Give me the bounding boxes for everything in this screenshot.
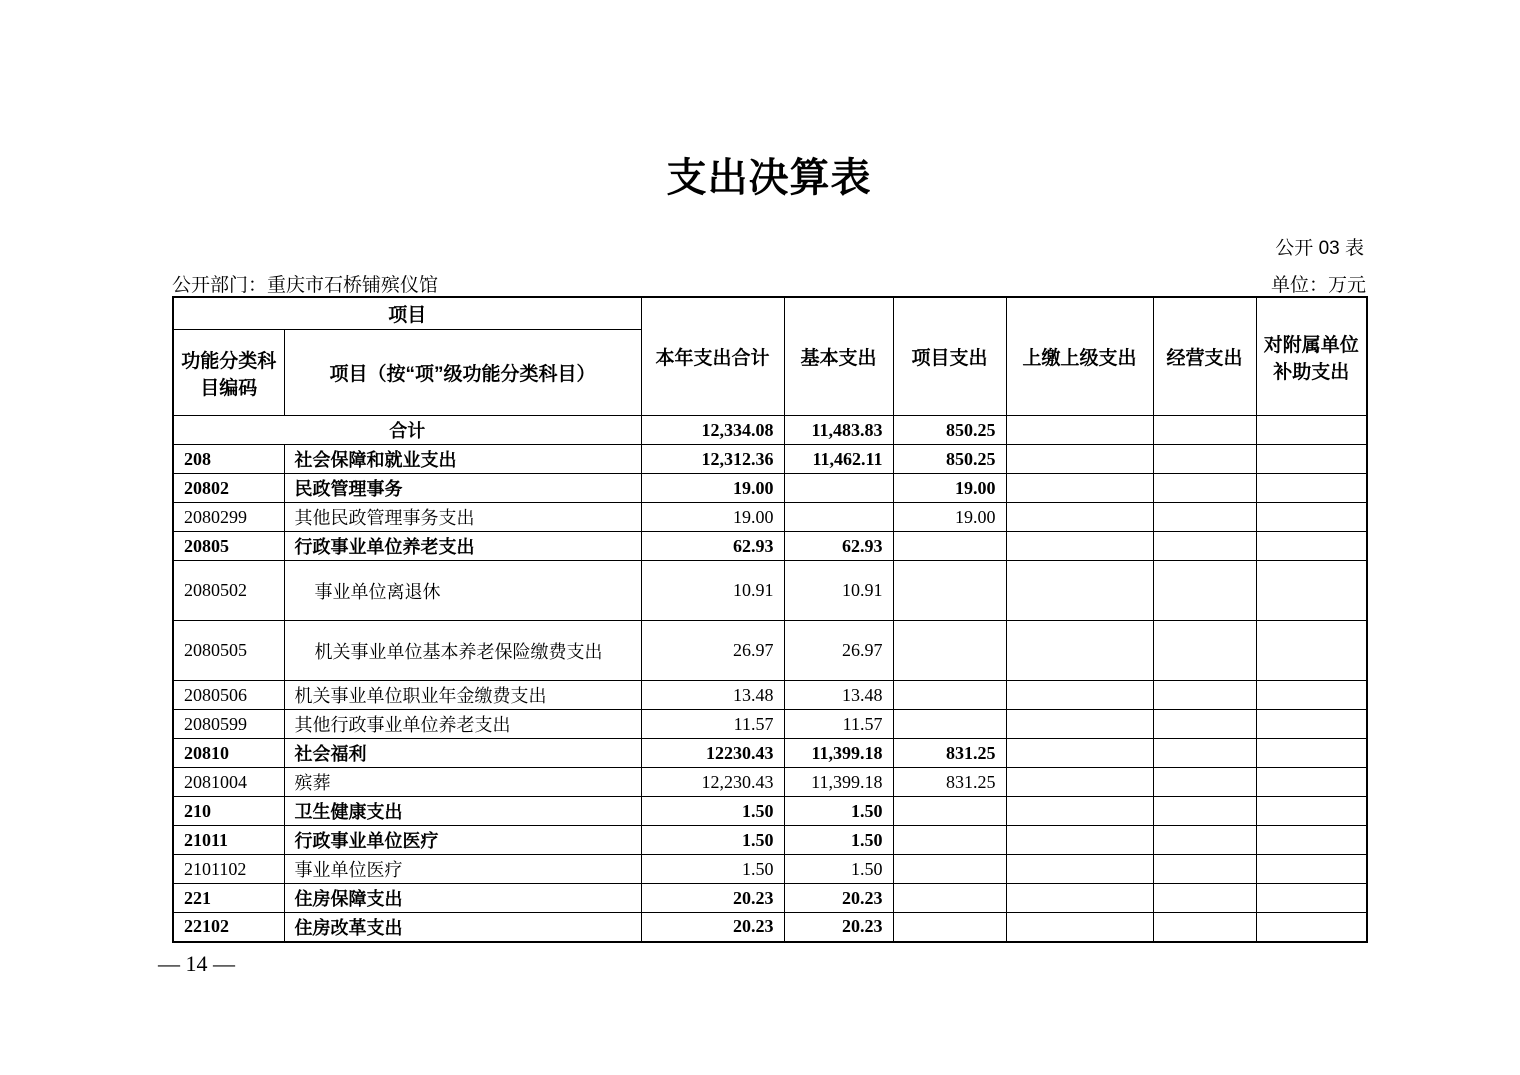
cell-item: 行政事业单位养老支出	[284, 532, 641, 561]
table-row	[173, 416, 1367, 445]
table-row	[173, 561, 1367, 621]
cell-subsidy	[1256, 416, 1367, 445]
cell-upper	[1006, 561, 1153, 621]
table-row	[173, 913, 1367, 942]
cell-upper	[1006, 768, 1153, 797]
cell-code: 20810	[173, 739, 284, 768]
cell-item: 其他民政管理事务支出	[284, 503, 641, 532]
table-row	[173, 797, 1367, 826]
header-operating: 经营支出	[1153, 297, 1256, 416]
cell-upper	[1006, 503, 1153, 532]
table-row	[173, 884, 1367, 913]
cell-total: 1.50	[641, 855, 784, 884]
cell-item: 机关事业单位职业年金缴费支出	[284, 681, 641, 710]
table-row	[173, 826, 1367, 855]
cell-upper	[1006, 884, 1153, 913]
cell-total: 20.23	[641, 884, 784, 913]
cell-code: 210	[173, 797, 284, 826]
cell-basic: 62.93	[784, 532, 893, 561]
cell-basic: 11,483.83	[784, 416, 893, 445]
cell-basic: 11,462.11	[784, 445, 893, 474]
document-content	[172, 0, 1366, 1075]
cell-upper	[1006, 913, 1153, 942]
cell-total: 12,312.36	[641, 445, 784, 474]
meta-row	[172, 270, 1366, 297]
cell-total: 62.93	[641, 532, 784, 561]
header-subsidy: 对附属单位补助支出	[1256, 297, 1367, 416]
cell-project	[893, 913, 1006, 942]
cell-code: 22102	[173, 913, 284, 942]
table-row	[173, 503, 1367, 532]
page-number: — 14 —	[158, 951, 235, 976]
cell-upper	[1006, 532, 1153, 561]
cell-operating	[1153, 681, 1256, 710]
cell-basic	[784, 474, 893, 503]
cell-operating	[1153, 416, 1256, 445]
cell-subsidy	[1256, 503, 1367, 532]
cell-subsidy	[1256, 532, 1367, 561]
cell-upper	[1006, 739, 1153, 768]
cell-project	[893, 532, 1006, 561]
cell-item: 殡葬	[284, 768, 641, 797]
cell-project	[893, 884, 1006, 913]
cell-operating	[1153, 445, 1256, 474]
cell-project	[893, 681, 1006, 710]
cell-basic: 11.57	[784, 710, 893, 739]
cell-code: 221	[173, 884, 284, 913]
cell-basic: 1.50	[784, 826, 893, 855]
cell-upper	[1006, 416, 1153, 445]
cell-upper	[1006, 474, 1153, 503]
cell-basic: 26.97	[784, 621, 893, 681]
cell-operating	[1153, 739, 1256, 768]
cell-subsidy	[1256, 913, 1367, 942]
cell-subsidy	[1256, 445, 1367, 474]
cell-project	[893, 797, 1006, 826]
cell-operating	[1153, 855, 1256, 884]
table-row	[173, 855, 1367, 884]
cell-code: 208	[173, 445, 284, 474]
cell-project	[893, 621, 1006, 681]
cell-total: 19.00	[641, 474, 784, 503]
cell-upper	[1006, 681, 1153, 710]
cell-operating	[1153, 884, 1256, 913]
cell-upper	[1006, 826, 1153, 855]
cell-code: 20805	[173, 532, 284, 561]
cell-project: 19.00	[893, 474, 1006, 503]
cell-total: 13.48	[641, 681, 784, 710]
cell-code: 21011	[173, 826, 284, 855]
page-title: 支出决算表	[666, 156, 872, 200]
header-project: 项目支出	[893, 297, 1006, 416]
cell-code: 2080505	[173, 621, 284, 681]
header-basic: 基本支出	[784, 297, 893, 416]
cell-total: 20.23	[641, 913, 784, 942]
cell-code: 2081004	[173, 768, 284, 797]
cell-code: 2080599	[173, 710, 284, 739]
cell-subsidy	[1256, 855, 1367, 884]
cell-basic: 1.50	[784, 855, 893, 884]
cell-code: 2080502	[173, 561, 284, 621]
table-number-note: 公开 03 表	[1275, 238, 1364, 259]
cell-basic	[784, 503, 893, 532]
cell-item: 机关事业单位基本养老保险缴费支出	[284, 621, 641, 681]
header-item: 项目（按“项”级功能分类科目）	[284, 330, 641, 416]
cell-total: 1.50	[641, 797, 784, 826]
cell-code: 2101102	[173, 855, 284, 884]
header-code: 功能分类科目编码	[173, 330, 284, 416]
cell-upper	[1006, 797, 1153, 826]
cell-item: 住房保障支出	[284, 884, 641, 913]
cell-item: 社会福利	[284, 739, 641, 768]
cell-basic: 13.48	[784, 681, 893, 710]
cell-total: 11.57	[641, 710, 784, 739]
cell-project: 19.00	[893, 503, 1006, 532]
cell-basic: 11,399.18	[784, 768, 893, 797]
cell-basic: 10.91	[784, 561, 893, 621]
cell-basic: 1.50	[784, 797, 893, 826]
cell-upper	[1006, 621, 1153, 681]
cell-project: 850.25	[893, 416, 1006, 445]
cell-subsidy	[1256, 561, 1367, 621]
expenditure-table	[172, 296, 1368, 943]
cell-operating	[1153, 913, 1256, 942]
table-header-row-1	[173, 297, 1367, 330]
cell-total: 10.91	[641, 561, 784, 621]
department-label: 公开部门：重庆市石桥铺殡仪馆	[172, 275, 439, 296]
cell-total: 12,230.43	[641, 768, 784, 797]
cell-total: 12230.43	[641, 739, 784, 768]
cell-item: 行政事业单位医疗	[284, 826, 641, 855]
table-row	[173, 768, 1367, 797]
cell-upper	[1006, 710, 1153, 739]
cell-subsidy	[1256, 739, 1367, 768]
cell-basic: 20.23	[784, 884, 893, 913]
cell-project	[893, 855, 1006, 884]
cell-code: 20802	[173, 474, 284, 503]
cell-operating	[1153, 826, 1256, 855]
cell-item: 社会保障和就业支出	[284, 445, 641, 474]
cell-operating	[1153, 621, 1256, 681]
cell-project	[893, 826, 1006, 855]
table-row	[173, 445, 1367, 474]
cell-subsidy	[1256, 797, 1367, 826]
cell-operating	[1153, 710, 1256, 739]
cell-total: 1.50	[641, 826, 784, 855]
cell-project	[893, 561, 1006, 621]
header-upper-level: 上缴上级支出	[1006, 297, 1153, 416]
cell-operating	[1153, 503, 1256, 532]
cell-item: 卫生健康支出	[284, 797, 641, 826]
cell-item: 事业单位离退休	[284, 561, 641, 621]
cell-subsidy	[1256, 681, 1367, 710]
unit-label: 单位：万元	[1270, 275, 1366, 296]
table-row	[173, 710, 1367, 739]
cell-operating	[1153, 474, 1256, 503]
cell-subsidy	[1256, 768, 1367, 797]
cell-item: 其他行政事业单位养老支出	[284, 710, 641, 739]
cell-project: 850.25	[893, 445, 1006, 474]
cell-basic: 20.23	[784, 913, 893, 942]
table-row	[173, 621, 1367, 681]
cell-total: 12,334.08	[641, 416, 784, 445]
table-row	[173, 681, 1367, 710]
cell-subsidy	[1256, 621, 1367, 681]
cell-operating	[1153, 532, 1256, 561]
cell-code: 2080506	[173, 681, 284, 710]
header-item-group: 项目	[173, 297, 641, 330]
table-row	[173, 474, 1367, 503]
cell-subsidy	[1256, 474, 1367, 503]
cell-project: 831.25	[893, 768, 1006, 797]
cell-code: 2080299	[173, 503, 284, 532]
cell-item: 住房改革支出	[284, 913, 641, 942]
cell-subsidy	[1256, 826, 1367, 855]
cell-operating	[1153, 768, 1256, 797]
cell-basic: 11,399.18	[784, 739, 893, 768]
cell-subsidy	[1256, 884, 1367, 913]
header-total: 本年支出合计	[641, 297, 784, 416]
cell-grand-total-label: 合计	[173, 416, 641, 445]
cell-subsidy	[1256, 710, 1367, 739]
cell-operating	[1153, 561, 1256, 621]
cell-project: 831.25	[893, 739, 1006, 768]
cell-total: 26.97	[641, 621, 784, 681]
cell-item: 事业单位医疗	[284, 855, 641, 884]
cell-item: 民政管理事务	[284, 474, 641, 503]
cell-upper	[1006, 445, 1153, 474]
table-row	[173, 532, 1367, 561]
cell-upper	[1006, 855, 1153, 884]
table-row	[173, 739, 1367, 768]
cell-project	[893, 710, 1006, 739]
cell-total: 19.00	[641, 503, 784, 532]
cell-operating	[1153, 797, 1256, 826]
table-body	[173, 416, 1367, 942]
